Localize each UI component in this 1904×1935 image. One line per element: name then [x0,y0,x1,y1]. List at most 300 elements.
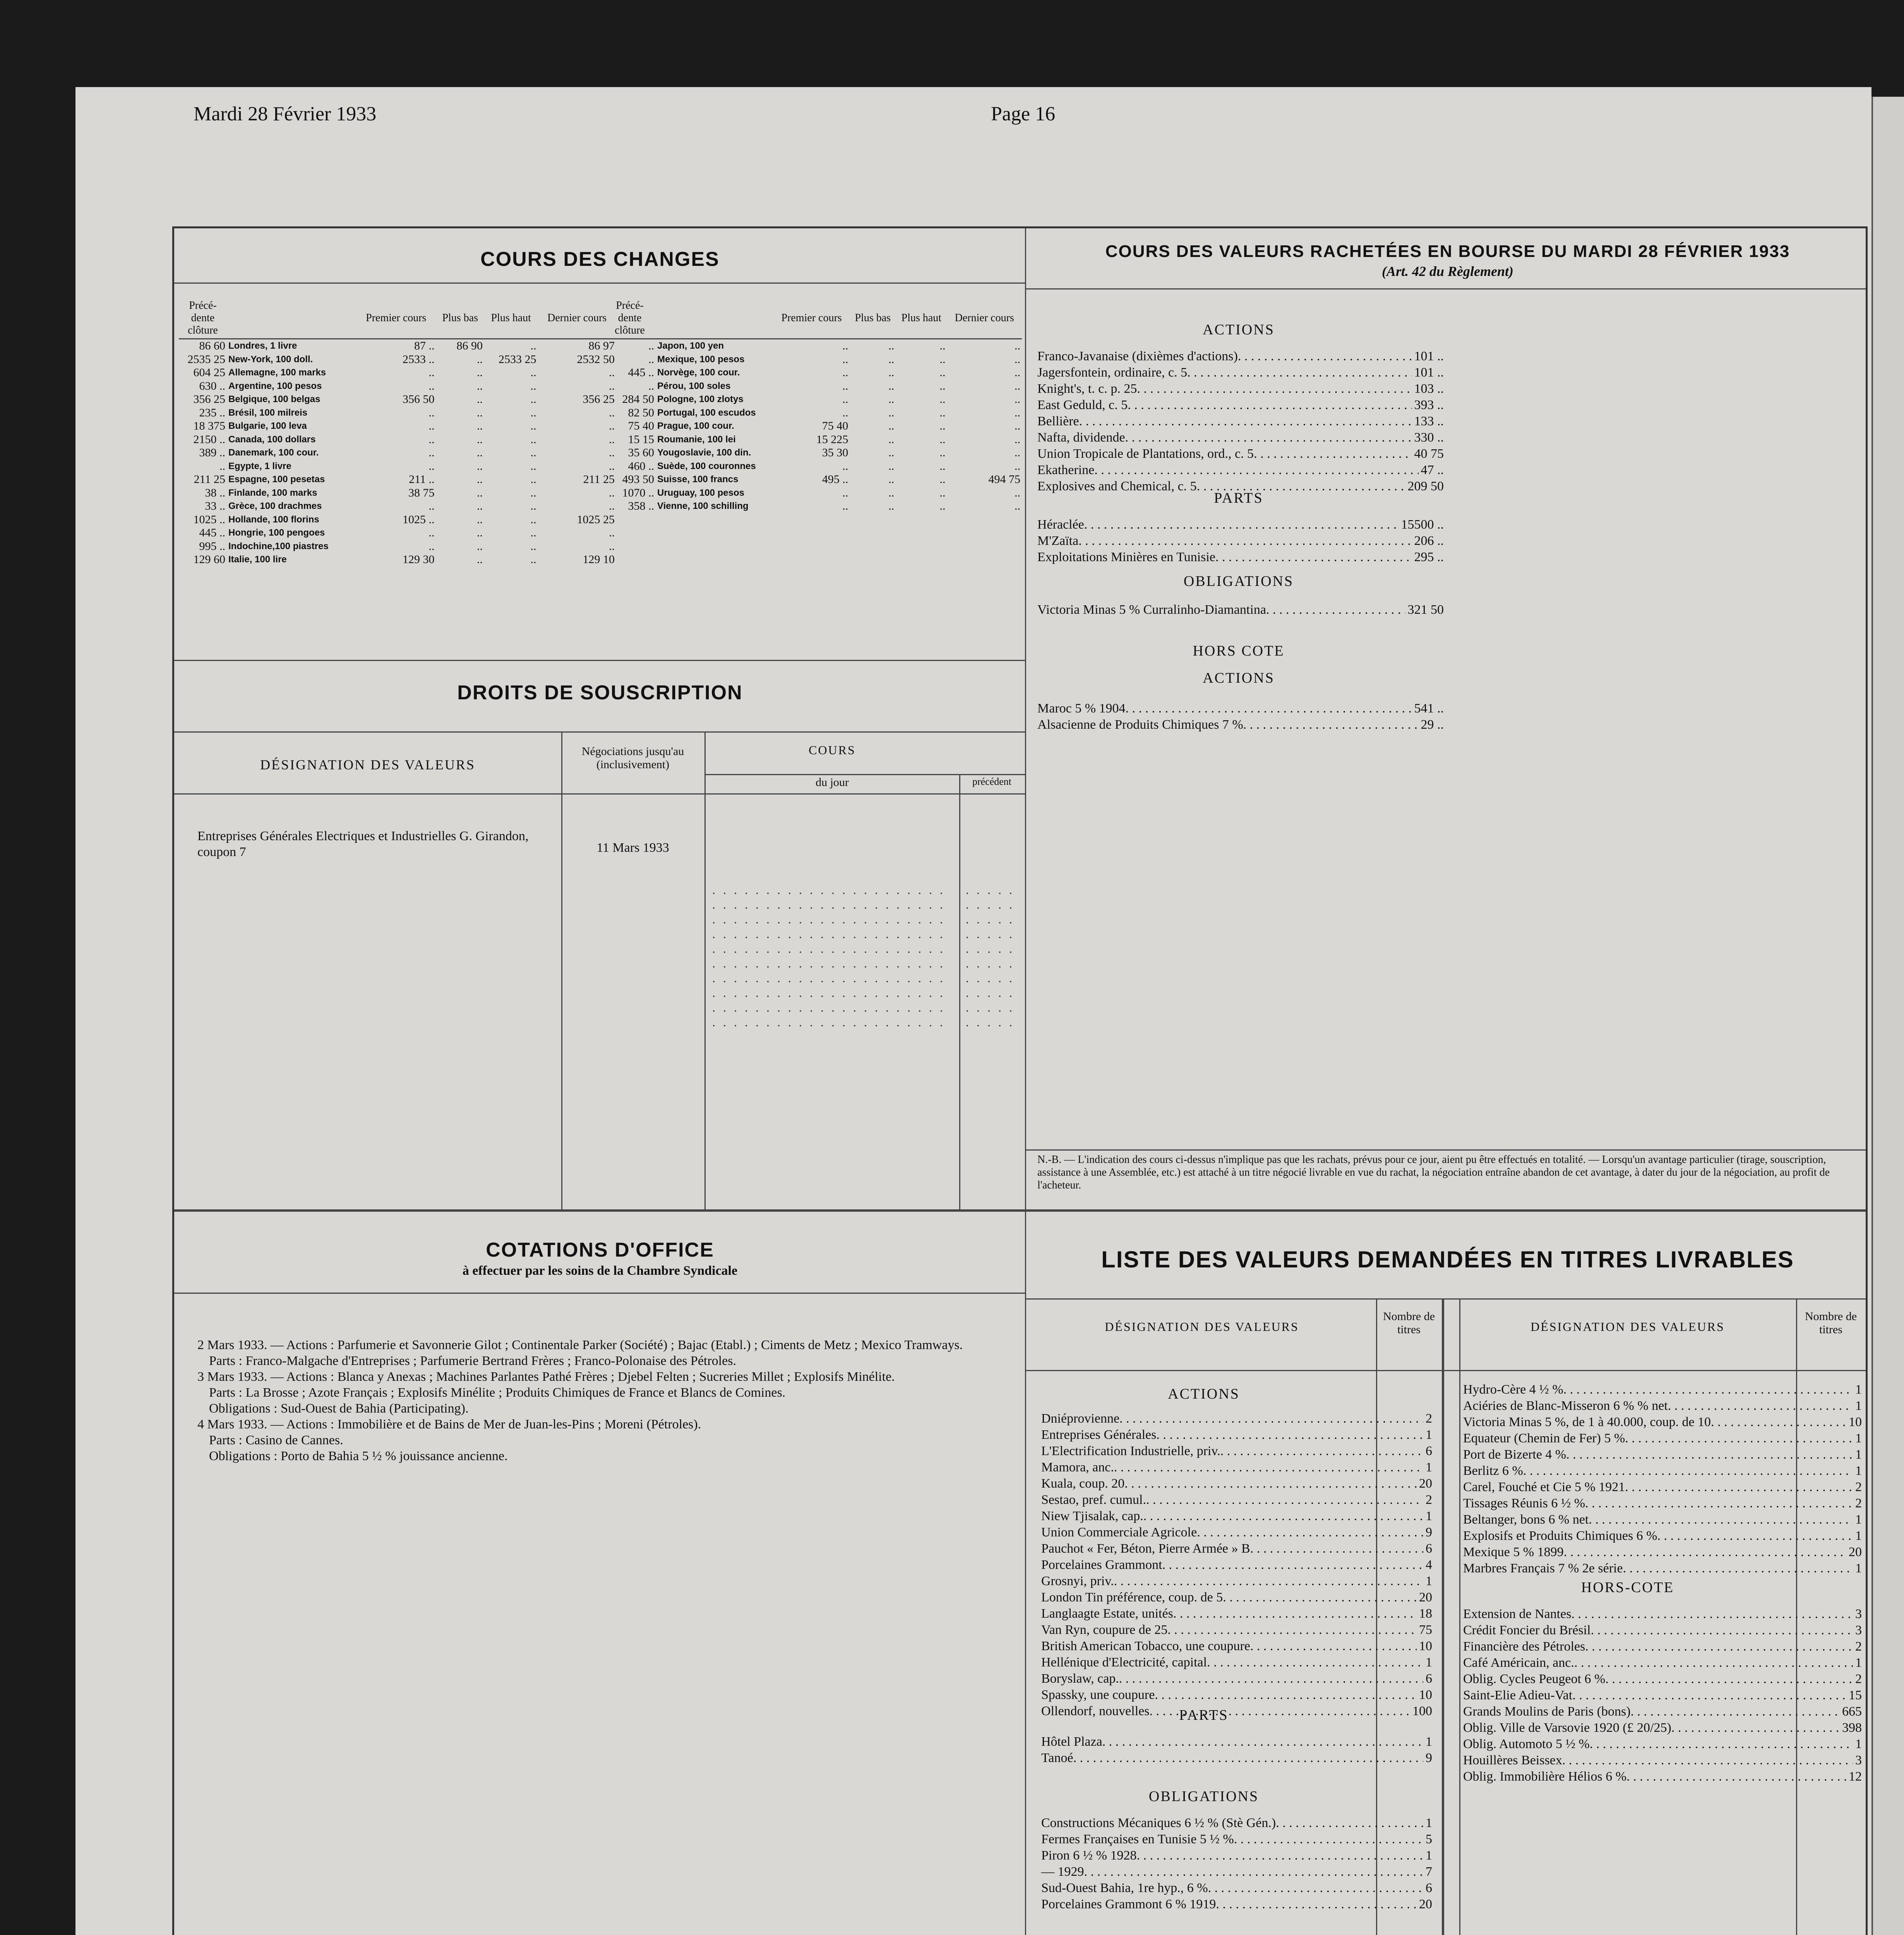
exchange-row [604,420,1022,433]
item-value: 1 [1855,1464,1862,1478]
rate-cell: .. [609,459,615,473]
list-item [1463,1560,1862,1577]
rate-cell: .. [888,473,895,486]
dot-leader [1156,1427,1423,1443]
item-label: Berlitz 6 % [1463,1464,1523,1478]
currency-name: Roumanie, 100 lei [657,434,736,445]
rachat-actions-list [1037,348,1444,495]
rate-cell: .. [530,446,536,459]
livrables-horscote-heading: HORS-COTE [1581,1579,1674,1596]
item-value: 330 .. [1414,430,1444,445]
rate-cell: .. [888,406,895,419]
rate-cell: .. [648,339,654,352]
item-label: Piron 6 ½ % 1928 [1041,1848,1137,1863]
item-label: Café Américain, anc. [1463,1656,1574,1670]
dot-leader [1250,1541,1423,1557]
currency-name: Norvège, 100 cour. [657,367,740,378]
list-item [1041,1541,1432,1557]
list-item [1463,1671,1862,1687]
rate-cell: 38 75 [408,486,435,499]
list-item [1463,1655,1862,1671]
droits-entry-text: Entreprises Générales Electriques et Industrielles G. Girandon, coupon 7 [197,829,529,859]
item-label: Grands Moulins de Paris (bons) [1463,1704,1631,1719]
currency-name: Allemagne, 100 marks [228,367,326,378]
dot-leader [1572,1606,1853,1622]
rate-cell: .. [939,433,946,446]
rachat-note-text: N.-B. — L'indication des cours ci-dessus n'implique pas que les rachats, prévus pour ce jour, aient pu être effectués en totalité. — Lorsqu'un avantage particulier (tirage, souscription, assistance à une Assemblée, etc.) est attaché à un titre négocié livrable en vue du rachat, la négociation entraîne abandon de cet avantage, à dater du jour de la négociation, au profit de l'acheteur. [1037,1154,1830,1191]
item-label: Langlaagte Estate, unités [1041,1606,1173,1621]
rate-cell: .. [842,339,848,352]
list-item [1463,1512,1862,1528]
rate-cell: .. [939,406,946,419]
item-label: Oblig. Cycles Peugeot 6 % [1463,1672,1606,1686]
divider [1026,1370,1866,1371]
item-value: 2 [1426,1493,1432,1507]
divider [174,1209,1866,1212]
item-label: L'Electrification Industrielle, priv. [1041,1444,1220,1458]
exchange-table-left [179,298,616,567]
item-value: 1 [1855,1561,1862,1575]
list-item [1037,381,1444,397]
list-item [1463,1528,1862,1544]
list-item [1041,1589,1432,1606]
dot-leader [1243,717,1419,733]
rate-cell: .. [939,500,946,512]
dot-leader [1250,1638,1417,1654]
rate-cell: .. [888,366,895,379]
list-item [1037,700,1444,717]
list-item [1463,1687,1862,1704]
item-label: Boryslaw, cap. [1041,1671,1119,1686]
divider [1459,1298,1460,1935]
currency-name: Portugal, 100 escudos [657,407,756,418]
divider [959,774,960,1209]
list-item [1041,1557,1432,1573]
dot-leader [1572,1687,1846,1704]
list-item [1463,1769,1862,1785]
exchange-row [179,460,616,473]
livrables-actions-heading: ACTIONS [1168,1386,1240,1402]
list-item [1041,1750,1432,1766]
currency-name: Belgique, 100 belgas [228,394,320,404]
livrables-col-nombre: Nombre de titres [1383,1310,1435,1336]
office-item: Obligations : Porto de Bahia 5 ½ % jouissance ancienne. [209,1449,508,1463]
item-label: Sud-Ouest Bahia, 1re hyp., 6 % [1041,1881,1208,1895]
rate-cell: 35 30 [822,446,848,459]
page-number: Page 16 [991,103,1056,125]
droits-date-text: 11 Mars 1933 [596,841,669,855]
rate-cell: .. [476,446,483,459]
item-label: East Geduld, c. 5 [1037,398,1128,412]
rate-cell: .. [842,406,848,419]
livrables-parts-list [1041,1734,1432,1766]
dot-leader [1566,1447,1853,1463]
exchange-row [604,393,1022,406]
rate-cell: .. [842,353,848,366]
col-haut: Plus haut [896,298,947,339]
item-label: Héraclée [1037,517,1084,532]
rachat-subtitle: (Art. 42 du Règlement) [1382,264,1513,279]
dot-leader [1208,1880,1423,1896]
divider [174,793,1025,795]
list-item [1037,365,1444,381]
item-label: Oblig. Ville de Varsovie 1920 (£ 20/25) [1463,1721,1671,1735]
list-item [1037,430,1444,446]
item-label: Porcelaines Grammont 6 % 1919 [1041,1897,1216,1911]
item-label: London Tin préférence, coup. de 5 [1041,1590,1223,1605]
divider [174,1293,1025,1294]
exchange-row [179,500,616,513]
rate-cell: 211 .. [409,473,435,486]
exchange-row [604,366,1022,380]
col-dernier: Dernier cours [538,298,616,339]
currency-name: Argentine, 100 pesos [228,380,322,391]
exchange-row [604,460,1022,473]
rate-cell: 2535 25 [187,353,225,366]
rate-cell: 1025 .. [193,513,225,526]
list-item [1463,1606,1862,1622]
dot-leader [1162,1557,1423,1573]
item-label: Houillères Beissex [1463,1753,1562,1767]
rate-cell: 33 .. [205,500,225,512]
divider [704,731,706,1209]
item-label: Pauchot « Fer, Béton, Pierre Armée » B [1041,1541,1250,1556]
item-value: 29 .. [1421,717,1444,732]
office-item: 4 Mars 1933. — Actions : Immobilière et de Bains de Mer de Juan-les-Pins ; Moreni (Pétroles). [197,1417,701,1432]
divider [1442,1298,1444,1935]
item-value: 1 [1426,1816,1432,1830]
item-value: 103 .. [1414,382,1444,396]
rate-cell: .. [476,406,483,419]
exchange-row [179,553,616,567]
item-value: 7 [1426,1865,1432,1879]
list-item [1041,1427,1432,1443]
currency-name: Finlande, 100 marks [228,487,317,498]
item-value: 9 [1426,1751,1432,1765]
rachat-hc-actions-heading: ACTIONS [1203,670,1275,686]
dot-leader [1084,1864,1424,1880]
rate-cell: .. [530,433,536,446]
dot-leader [1114,1573,1423,1589]
item-value: 2 [1855,1639,1862,1654]
dot-leader [1563,1382,1853,1398]
item-value: 20 [1419,1590,1432,1605]
item-label: Jagersfontein, ordinaire, c. 5 [1037,365,1188,380]
currency-name: Brésil, 100 milreis [228,407,308,418]
livrables-actions-list [1041,1411,1432,1719]
rate-cell: 389 .. [199,446,225,459]
item-label: Beltanger, bons 6 % net [1463,1512,1589,1527]
item-label: Kuala, coup. 20 [1041,1476,1125,1491]
item-label: Niew Tjisalak, cap. [1041,1509,1143,1523]
rate-cell: 630 .. [199,379,225,392]
item-value: 10 [1849,1415,1862,1429]
list-item [1041,1880,1432,1896]
office-item: 3 Mars 1933. — Actions : Blanca y Anexas ; Machines Parlantes Pathé Frères ; Djebel Felten ; Sucreries Millet ; Explosifs Minélite. [197,1370,895,1384]
item-label: Port de Bizerte 4 % [1463,1447,1566,1462]
list-item [1037,602,1444,618]
rate-cell: .. [530,486,536,499]
dot-leader [1266,602,1405,618]
item-label: British American Tobacco, une coupure [1041,1639,1250,1653]
item-value: 209 50 [1407,479,1444,493]
rate-cell: .. [428,539,435,553]
rate-cell: .. [476,420,483,432]
currency-name: Yougoslavie, 100 din. [657,447,751,458]
dot-leader [1605,1671,1853,1687]
item-label: Financière des Pétroles [1463,1639,1585,1654]
rate-cell: .. [888,446,895,459]
livrables-parts-heading: PARTS [1179,1707,1229,1723]
col-bas: Plus bas [850,298,896,339]
exchange-row [179,380,616,393]
item-label: Extension de Nantes [1463,1607,1572,1621]
rate-cell: .. [530,473,536,486]
rate-cell: .. [939,393,946,406]
item-label: Fermes Françaises en Tunisie 5 ½ % [1041,1832,1234,1846]
dot-leader [1626,1769,1846,1785]
droits-date [565,840,701,856]
dot-leader [1238,348,1412,365]
rate-cell: .. [609,420,615,432]
dot-leader [1668,1398,1853,1414]
rate-cell: 358 .. [628,500,654,512]
rate-cell: .. [1015,433,1020,446]
list-item [1463,1704,1862,1720]
item-value: 321 50 [1407,603,1444,617]
list-item [1463,1544,1862,1560]
list-item [1041,1443,1432,1459]
dot-leader [1574,1655,1853,1671]
dot-leader [1585,1495,1853,1512]
item-value: 1 [1426,1574,1432,1588]
droits-title: DROITS DE SOUSCRIPTION [457,682,743,704]
currency-name: Vienne, 100 schilling [657,501,749,511]
rate-cell: .. [476,486,483,499]
rate-cell: .. [476,473,483,486]
currency-name: Japon, 100 yen [657,341,724,351]
exchange-row [179,473,616,486]
dot-leader [1079,413,1412,430]
item-label: Ollendorf, nouvelles [1041,1704,1150,1718]
item-label: Hôtel Plaza [1041,1735,1102,1749]
rate-cell: 2532 50 [577,353,615,366]
item-value: 15 [1849,1688,1862,1702]
rate-cell: .. [609,446,615,459]
dot-leader [1585,1639,1853,1655]
col-devise [227,298,356,339]
dot-leader [1125,430,1412,446]
dot-leader [1223,1589,1417,1606]
divider [1025,1211,1026,1935]
rate-cell: .. [530,513,536,526]
rate-cell: .. [530,406,536,419]
dot-leader [1143,1508,1423,1524]
list-item [1041,1848,1432,1864]
item-value: 1 [1855,1447,1862,1462]
page-date: Mardi 28 Février 1933 [194,103,377,125]
rachat-note [1037,1153,1850,1192]
rate-cell: .. [1015,486,1020,499]
item-value: 1 [1855,1529,1862,1543]
item-value: 6 [1426,1541,1432,1556]
office-item: 2 Mars 1933. — Actions : Parfumerie et Savonnerie Gilot ; Continentale Parker (Société) ; Bajac (Etabl.) ; Ciments de Metz ; Mexico Tramways. [197,1338,963,1352]
dot-leader [1197,1524,1423,1541]
rate-cell: .. [609,366,615,379]
droits-dot-leaders: . . . . . . . . . . . . . . . . . . . . . . . . . . . . . . . . . . . . . . . . . . . . . . . . . . . . . . . . . . . . . . . . . . . . . . . . . . . . . . . . . . . . . . . . . . . . . . . . . . . . . . . . . . . . . . . . . . . . . . . . . . . . . . . . . . . . . . . . . . . . . . . . . . . . . . . . . . . . . . . . . . . . . . . . . . . . . . . . . . . . . . . . . . . . . . . . . . . . . . . . . . . . . . . . . . . . . . . . . . . . [712,883,945,1029]
dot-leader [1625,1430,1853,1447]
rate-cell: .. [888,353,895,366]
office-subtitle: à effectuer par les soins de la Chambre Syndicale [462,1264,738,1278]
dot-leader [1155,1687,1417,1703]
dot-leader [1276,1815,1423,1831]
dot-leader [1102,1734,1423,1750]
rate-cell: .. [888,459,895,473]
item-label: Ekatherine [1037,463,1095,477]
rate-cell: .. [888,486,895,499]
item-value: 75 [1419,1623,1432,1637]
dot-leader [1623,1560,1853,1577]
rate-cell: .. [428,379,435,392]
list-item [1037,517,1444,533]
item-value: 100 [1412,1704,1432,1718]
exchange-row [604,433,1022,447]
rate-cell: 38 .. [205,486,225,499]
list-item [1041,1476,1432,1492]
rachat-parts-list [1037,517,1444,565]
list-item [1037,533,1444,549]
dot-leader [1078,533,1412,549]
dot-leader [1216,1896,1417,1913]
exchange-row [604,473,1022,486]
exchange-table-right [604,298,1022,513]
rate-cell: .. [939,473,946,486]
item-label: Van Ryn, coupure de 25 [1041,1623,1168,1637]
dot-leader [1137,1848,1424,1864]
rate-cell: .. [939,353,946,366]
item-value: 18 [1419,1606,1432,1621]
rate-cell: .. [476,526,483,539]
rate-cell: 211 25 [583,473,615,486]
item-value: 1 [1855,1399,1862,1413]
rate-cell: .. [842,366,848,379]
list-item [1037,348,1444,365]
item-label: Franco-Javanaise (dixièmes d'actions) [1037,349,1238,363]
rate-cell: .. [476,513,483,526]
col-haut: Plus haut [484,298,538,339]
office-item: Parts : Franco-Malgache d'Entreprises ; Parfumerie Bertrand Frères ; Franco-Polonaise des Pétroles. [209,1354,736,1368]
rate-cell: .. [888,339,895,352]
dot-leader [1215,549,1412,565]
rate-cell: .. [428,459,435,473]
dot-leader [1207,1654,1423,1671]
dot-leader [1114,1459,1423,1476]
livrables-col-designation: DÉSIGNATION DES VALEURS [1530,1320,1725,1334]
droits-col-cours: COURS [809,743,856,757]
rate-cell: .. [609,500,615,512]
rate-cell: 129 60 [193,553,225,566]
list-item [1041,1734,1432,1750]
item-label: Explosives and Chemical, c. 5 [1037,479,1197,493]
livrables-title: LISTE DES VALEURS DEMANDÉES EN TITRES LIVRABLES [1101,1247,1794,1272]
rachat-parts-heading: PARTS [1214,490,1263,506]
currency-name: Uruguay, 100 pesos [657,487,744,498]
rate-cell: .. [842,393,848,406]
item-value: 1 [1855,1431,1862,1445]
exchange-row [179,393,616,406]
item-label: Porcelaines Grammont [1041,1558,1162,1572]
item-value: 2 [1855,1496,1862,1510]
rate-cell: 1025 .. [403,513,435,526]
list-item [1041,1638,1432,1654]
dot-leader [1084,517,1399,533]
livrables-horscote-list [1463,1606,1862,1785]
currency-name: Danemark, 100 cour. [228,447,319,458]
currency-name: Italie, 100 lire [228,554,287,565]
dot-leader [1657,1528,1853,1544]
divider [1025,228,1026,1211]
rate-cell: 211 25 [194,473,225,486]
item-label: Mexique 5 % 1899 [1463,1545,1564,1559]
col-dernier: Dernier cours [947,298,1022,339]
dot-leader [1128,397,1412,413]
rate-cell: 356 50 [403,393,435,406]
item-value: 3 [1855,1607,1862,1621]
item-label: Saint-Elie Adieu-Vat [1463,1688,1573,1702]
list-item [1041,1654,1432,1671]
rate-cell: .. [1015,500,1020,512]
item-value: 1 [1855,1382,1862,1397]
divider [1026,288,1866,289]
list-item [1037,446,1444,462]
item-label: Union Tropicale de Plantations, ord., c. 5 [1037,447,1254,461]
exchange-row [179,540,616,553]
rate-cell: 1070 .. [622,486,654,499]
exchange-row [179,486,616,500]
exchange-row [604,500,1022,513]
rate-cell: .. [530,420,536,432]
list-item [1041,1524,1432,1541]
droits-dot-leaders: . . . . . . . . . . . . . . . . . . . . . . . . . . . . . . . . . . . . . . . . . . . . . . . . . . [966,883,1015,1029]
list-item [1041,1896,1432,1913]
item-value: 6 [1426,1881,1432,1895]
item-value: 1 [1855,1656,1862,1670]
rate-cell: 86 90 [456,339,483,352]
item-value: 206 .. [1414,534,1444,548]
rate-cell: .. [939,486,946,499]
divider [704,774,1025,775]
list-item [1463,1622,1862,1639]
droits-entry [197,828,554,860]
item-value: 1 [1426,1428,1432,1442]
office-item: Parts : La Brosse ; Azote Français ; Explosifs Minélite ; Produits Chimiques de France et Blancs de Comines. [209,1385,786,1400]
rate-cell: 18 375 [193,420,225,432]
item-value: 10 [1419,1688,1432,1702]
item-label: Entreprises Générales [1041,1428,1157,1442]
item-label: Alsacienne de Produits Chimiques 7 % [1037,717,1243,732]
list-item [1041,1687,1432,1703]
item-value: 133 .. [1414,414,1444,428]
item-value: 3 [1855,1623,1862,1637]
list-item [1041,1459,1432,1476]
item-value: 40 75 [1414,447,1444,461]
rate-cell: .. [530,459,536,473]
item-label: Tanoé [1041,1751,1073,1765]
item-label: — 1929 [1041,1865,1084,1879]
exchange-row [604,406,1022,420]
item-value: 1 [1426,1509,1432,1523]
livrables-oblig-list [1041,1815,1432,1913]
